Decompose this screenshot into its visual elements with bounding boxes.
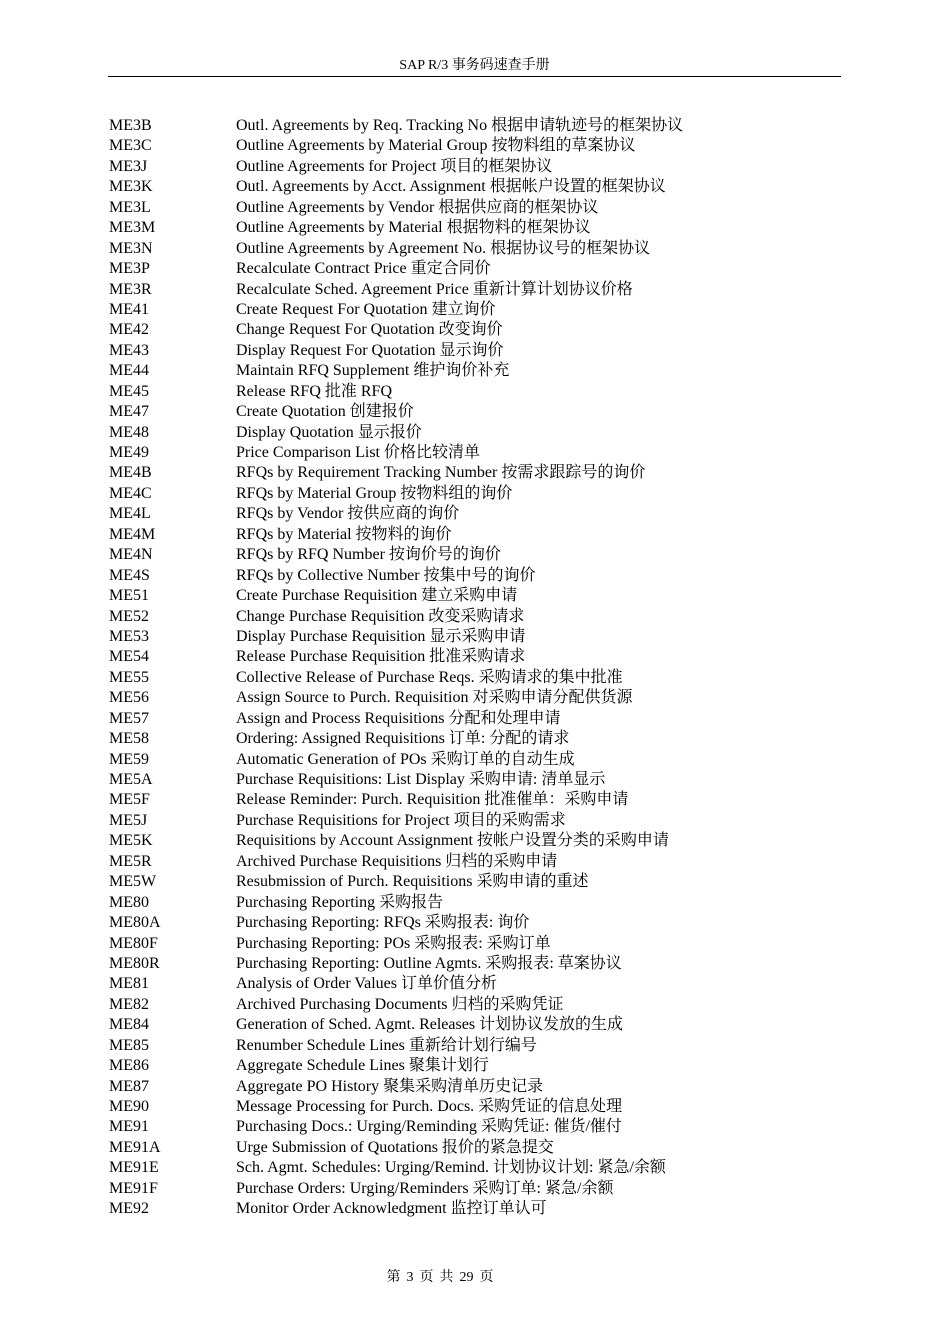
- transaction-description: Create Request For Quotation 建立询价: [236, 300, 496, 318]
- transaction-code: ME57: [109, 709, 149, 727]
- transaction-code: ME54: [109, 648, 149, 666]
- transaction-description: Create Purchase Requisition 建立采购申请: [236, 587, 518, 605]
- transaction-description: Generation of Sched. Agmt. Releases 计划协议发放的生成: [236, 1016, 624, 1034]
- list-item: [109, 688, 839, 708]
- transaction-description: Purchasing Reporting: RFQs 采购报表: 询价: [236, 914, 530, 932]
- transaction-code: ME81: [109, 975, 149, 993]
- transaction-code: ME41: [109, 300, 149, 318]
- list-item: [109, 463, 839, 483]
- list-item: [109, 341, 839, 361]
- transaction-code: ME5R: [109, 852, 152, 870]
- transaction-code: ME4N: [109, 546, 153, 564]
- transaction-description: Release Purchase Requisition 批准采购请求: [236, 648, 526, 666]
- transaction-description: Maintain RFQ Supplement 维护询价补充: [236, 362, 510, 380]
- transaction-code: ME84: [109, 1016, 149, 1034]
- transaction-description: RFQs by Collective Number 按集中号的询价: [236, 566, 536, 584]
- transaction-code: ME3R: [109, 280, 152, 298]
- transaction-code: ME52: [109, 607, 149, 625]
- transaction-description: Analysis of Order Values 订单价值分析: [236, 975, 498, 993]
- transaction-description: Aggregate Schedule Lines 聚集计划行: [236, 1057, 489, 1075]
- transaction-description: Outline Agreements by Material Group 按物料组的草案协议: [236, 137, 636, 155]
- list-item: [109, 647, 839, 667]
- transaction-description: Price Comparison List 价格比较清单: [236, 444, 480, 461]
- transaction-description: Purchasing Docs.: Urging/Reminding 采购凭证: 催货/催付: [236, 1118, 622, 1136]
- transaction-code: ME5W: [109, 873, 157, 891]
- transaction-code: ME86: [109, 1057, 149, 1075]
- footer-page-unit: 页: [419, 1270, 434, 1285]
- list-item: [109, 627, 839, 647]
- transaction-description: Assign Source to Purch. Requisition 对采购申请分配供货源: [236, 689, 633, 707]
- list-item: [109, 280, 839, 300]
- transaction-code: ME3B: [109, 117, 152, 134]
- transaction-description: Assign and Process Requisitions 分配和处理申请: [236, 709, 561, 727]
- list-item: [109, 116, 839, 136]
- transaction-description: Renumber Schedule Lines 重新给计划行编号: [236, 1036, 537, 1054]
- list-item: [109, 811, 839, 831]
- transaction-description: Recalculate Contract Price 重定合同价: [236, 260, 491, 278]
- footer-total-unit: 页: [479, 1270, 494, 1285]
- transaction-description: Ordering: Assigned Requisitions 订单: 分配的请求: [236, 730, 570, 748]
- list-item: [109, 361, 839, 381]
- list-item: [109, 934, 839, 954]
- transaction-description: Sch. Agmt. Schedules: Urging/Remind. 计划协议计划: 紧急/余额: [236, 1159, 666, 1177]
- page-footer: [0, 1269, 880, 1287]
- transaction-description: Archived Purchase Requisitions 归档的采购申请: [236, 852, 558, 870]
- transaction-code: ME5J: [109, 811, 148, 829]
- footer-page-number: 3: [406, 1270, 414, 1285]
- transaction-description: RFQs by Material Group 按物料组的询价: [236, 484, 513, 502]
- transaction-description: Change Request For Quotation 改变询价: [236, 321, 503, 339]
- transaction-code: ME82: [109, 995, 149, 1013]
- list-item: [109, 1077, 839, 1097]
- transaction-description: Outline Agreements for Project 项目的框架协议: [236, 157, 553, 175]
- transaction-code: ME42: [109, 321, 149, 339]
- transaction-description: RFQs by Material 按物料的询价: [236, 525, 452, 543]
- transaction-code: ME49: [109, 444, 149, 461]
- transaction-code: ME4C: [109, 484, 152, 502]
- transaction-code: ME3K: [109, 178, 153, 196]
- list-item: [109, 239, 839, 259]
- list-item: [109, 831, 839, 851]
- list-item: [109, 402, 839, 422]
- transaction-code: ME91: [109, 1118, 149, 1136]
- transaction-code: ME3M: [109, 219, 156, 237]
- list-item: [109, 157, 839, 177]
- list-item: [109, 1056, 839, 1076]
- transaction-code-list: [109, 116, 839, 1220]
- transaction-description: Urge Submission of Quotations 报价的紧急提交: [236, 1138, 554, 1156]
- list-item: [109, 545, 839, 565]
- transaction-code: ME58: [109, 730, 149, 748]
- transaction-code: ME92: [109, 1200, 149, 1218]
- transaction-code: ME80F: [109, 934, 158, 952]
- transaction-description: Monitor Order Acknowledgment 监控订单认可: [236, 1200, 547, 1218]
- transaction-description: Archived Purchasing Documents 归档的采购凭证: [236, 995, 564, 1013]
- transaction-description: Purchasing Reporting 采购报告: [236, 893, 444, 911]
- list-item: [109, 893, 839, 913]
- footer-total-pages: 29: [459, 1270, 474, 1285]
- list-item: [109, 525, 839, 545]
- transaction-code: ME80A: [109, 914, 161, 932]
- transaction-code: ME3J: [109, 157, 148, 175]
- list-item: [109, 913, 839, 933]
- page-header: SAP R/3 事务码速查手册: [399, 58, 550, 73]
- list-item: [109, 995, 839, 1015]
- transaction-code: ME47: [109, 403, 149, 421]
- list-item: [109, 423, 839, 443]
- transaction-description: Requisitions by Account Assignment 按帐户设置分类的采购申请: [236, 832, 669, 850]
- transaction-code: ME5A: [109, 771, 153, 788]
- list-item: [109, 872, 839, 892]
- transaction-code: ME45: [109, 382, 149, 400]
- list-item: [109, 709, 839, 729]
- list-item: [109, 1179, 839, 1199]
- transaction-description: Outline Agreements by Agreement No. 根据协议号的框架协议: [236, 239, 651, 257]
- list-item: [109, 218, 839, 238]
- list-item: [109, 770, 839, 790]
- transaction-code: ME3N: [109, 239, 153, 257]
- list-item: [109, 1015, 839, 1035]
- transaction-description: Create Quotation 创建报价: [236, 403, 414, 421]
- transaction-code: ME3P: [109, 260, 150, 278]
- transaction-code: ME4S: [109, 566, 150, 584]
- transaction-code: ME91F: [109, 1179, 158, 1197]
- transaction-description: Outline Agreements by Vendor 根据供应商的框架协议: [236, 198, 599, 216]
- list-item: [109, 566, 839, 586]
- transaction-code: ME87: [109, 1077, 149, 1095]
- transaction-description: Display Quotation 显示报价: [236, 423, 422, 441]
- transaction-description: Purchase Requisitions: List Display 采购申请: 清单显示: [236, 771, 606, 788]
- list-item: [109, 1117, 839, 1137]
- transaction-code: ME55: [109, 668, 149, 686]
- list-item: [109, 729, 839, 749]
- transaction-code: ME4L: [109, 505, 151, 523]
- transaction-code: ME4B: [109, 464, 152, 482]
- list-item: [109, 484, 839, 504]
- list-item: [109, 1199, 839, 1219]
- transaction-code: ME80: [109, 893, 149, 911]
- list-item: [109, 177, 839, 197]
- transaction-code: ME85: [109, 1036, 149, 1054]
- footer-total-word: 共: [439, 1270, 454, 1285]
- transaction-description: Purchase Requisitions for Project 项目的采购需求: [236, 811, 566, 829]
- transaction-description: Recalculate Sched. Agreement Price 重新计算计划协议价格: [236, 280, 633, 298]
- transaction-code: ME91A: [109, 1138, 161, 1156]
- transaction-description: Purchasing Reporting: POs 采购报表: 采购订单: [236, 934, 551, 952]
- transaction-code: ME53: [109, 627, 149, 645]
- transaction-code: ME48: [109, 423, 149, 441]
- transaction-description: RFQs by Vendor 按供应商的询价: [236, 505, 460, 523]
- transaction-description: Collective Release of Purchase Reqs. 采购请求的集中批准: [236, 668, 623, 686]
- list-item: [109, 300, 839, 320]
- list-item: [109, 504, 839, 524]
- list-item: [109, 974, 839, 994]
- transaction-code: ME91E: [109, 1159, 159, 1177]
- list-item: [109, 586, 839, 606]
- transaction-description: Outline Agreements by Material 根据物料的框架协议: [236, 219, 591, 237]
- transaction-description: Release Reminder: Purch. Requisition 批准催单：采购申请: [236, 791, 629, 809]
- list-item: [109, 259, 839, 279]
- transaction-description: Aggregate PO History 聚集采购清单历史记录: [236, 1077, 544, 1095]
- list-item: [109, 790, 839, 810]
- transaction-code: ME80R: [109, 954, 160, 972]
- transaction-description: Display Request For Quotation 显示询价: [236, 341, 504, 359]
- list-item: [109, 1036, 839, 1056]
- footer-page-word: 第: [386, 1270, 401, 1285]
- transaction-code: ME3L: [109, 198, 151, 216]
- transaction-code: ME59: [109, 750, 149, 768]
- transaction-description: Resubmission of Purch. Requisitions 采购申请的重述: [236, 873, 589, 891]
- transaction-description: Release RFQ 批准 RFQ: [236, 382, 393, 400]
- list-item: [109, 852, 839, 872]
- list-item: [109, 954, 839, 974]
- list-item: [109, 382, 839, 402]
- header-divider: [108, 76, 841, 77]
- transaction-description: Outl. Agreements by Req. Tracking No 根据申请轨迹号的框架协议: [236, 117, 684, 134]
- transaction-description: Outl. Agreements by Acct. Assignment 根据帐户设置的框架协议: [236, 178, 666, 196]
- transaction-code: ME4M: [109, 525, 156, 543]
- list-item: [109, 443, 839, 463]
- transaction-code: ME5K: [109, 832, 153, 850]
- transaction-description: Automatic Generation of POs 采购订单的自动生成: [236, 750, 575, 768]
- list-item: [109, 668, 839, 688]
- transaction-description: Purchasing Reporting: Outline Agmts. 采购报表: 草案协议: [236, 954, 622, 972]
- transaction-code: ME5F: [109, 791, 150, 809]
- list-item: [109, 1158, 839, 1178]
- list-item: [109, 198, 839, 218]
- list-item: [109, 136, 839, 156]
- transaction-code: ME90: [109, 1098, 149, 1115]
- transaction-code: ME56: [109, 689, 149, 707]
- transaction-code: ME3C: [109, 137, 152, 155]
- transaction-description: Message Processing for Purch. Docs. 采购凭证的信息处理: [236, 1098, 623, 1115]
- transaction-code: ME51: [109, 587, 149, 605]
- transaction-description: Purchase Orders: Urging/Reminders 采购订单: 紧急/余额: [236, 1179, 614, 1197]
- transaction-description: RFQs by RFQ Number 按询价号的询价: [236, 546, 501, 564]
- list-item: [109, 1138, 839, 1158]
- list-item: [109, 320, 839, 340]
- list-item: [109, 750, 839, 770]
- transaction-code: ME43: [109, 341, 149, 359]
- transaction-code: ME44: [109, 362, 149, 380]
- list-item: [109, 607, 839, 627]
- transaction-description: Display Purchase Requisition 显示采购申请: [236, 627, 526, 645]
- transaction-description: RFQs by Requirement Tracking Number 按需求跟踪号的询价: [236, 464, 646, 482]
- list-item: [109, 1097, 839, 1117]
- transaction-description: Change Purchase Requisition 改变采购请求: [236, 607, 525, 625]
